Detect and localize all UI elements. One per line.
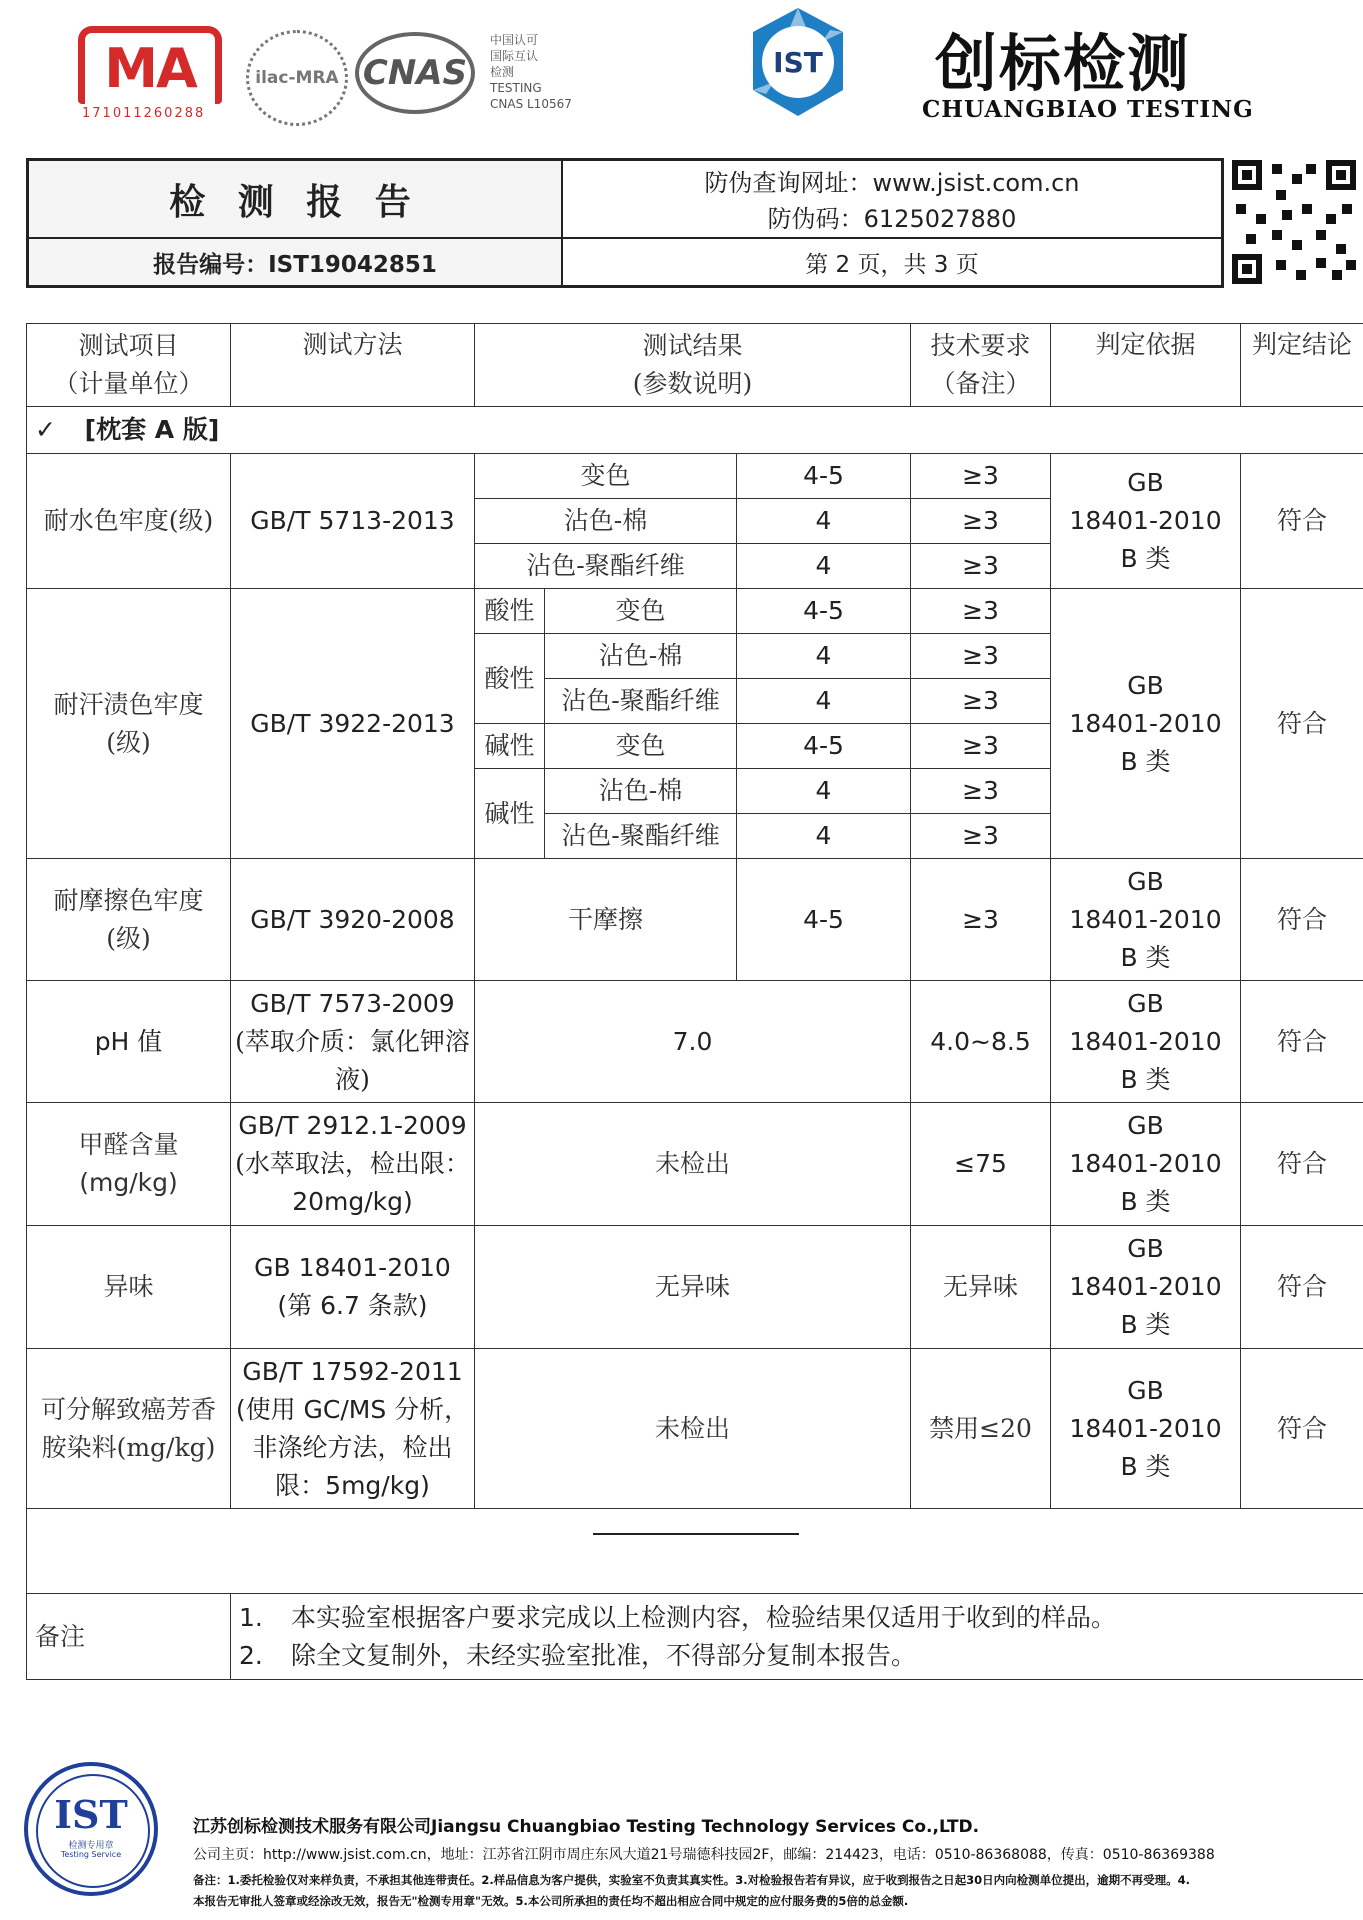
value-cell: 4 <box>737 544 911 589</box>
param-cell: 沾色-棉 <box>545 634 737 679</box>
report-info-box <box>26 158 1224 288</box>
param-cell: 变色 <box>545 589 737 634</box>
header-basis: 判定依据 <box>1051 324 1241 407</box>
basis-cell: GB 18401-2010 B 类 <box>1051 1349 1241 1509</box>
param-cell: 沾色-聚酯纤维 <box>475 544 737 589</box>
value-cell: 未检出 <box>475 1349 911 1509</box>
cma-number: 171011260288 <box>82 106 206 121</box>
value-cell: 4-5 <box>737 859 911 981</box>
basis-cell: GB 18401-2010 B 类 <box>1051 859 1241 981</box>
group-cell: 碱性 <box>475 724 545 769</box>
group-cell: 碱性 <box>475 769 545 859</box>
cma-logo <box>78 26 222 126</box>
requirement-cell: ≥3 <box>911 859 1051 981</box>
item-cell: 可分解致癌芳香 胺染料(mg/kg) <box>27 1349 231 1509</box>
end-row <box>27 1509 1363 1594</box>
value-cell: 未检出 <box>475 1103 911 1226</box>
table-header-row <box>27 324 1363 407</box>
ist-logo <box>738 2 858 122</box>
requirement-cell: ≥3 <box>911 589 1051 634</box>
param-cell: 沾色-聚酯纤维 <box>545 679 737 724</box>
conclusion-cell: 符合 <box>1241 1226 1363 1349</box>
report-number: 报告编号：IST19042851 <box>29 239 563 285</box>
header-conclusion: 判定结论 <box>1241 324 1363 407</box>
ist-text: IST <box>773 45 823 79</box>
qr-code[interactable] <box>1232 160 1356 284</box>
conclusion-cell: 符合 <box>1241 1349 1363 1509</box>
requirement-cell: ≥3 <box>911 724 1051 769</box>
method-cell: GB/T 2912.1-2009 (水萃取法，检出限： 20mg/kg) <box>231 1103 475 1226</box>
value-cell: 4-5 <box>737 724 911 769</box>
query-code: 防伪码：6125027880 <box>767 205 1017 233</box>
seal-subtext-en: Testing Service <box>60 1850 122 1859</box>
table-row <box>27 859 1363 981</box>
note-item: 1. 本实验室根据客户要求完成以上检测内容，检验结果仅适用于收到的样品。 <box>239 1602 1117 1632</box>
cnas-logo <box>355 32 475 114</box>
table-row <box>27 981 1363 1103</box>
company-name: 江苏创标检测技术服务有限公司Jiangsu Chuangbiao Testing Technology Services Co.,LTD. <box>193 1817 980 1837</box>
value-cell: 4 <box>737 679 911 724</box>
value-cell: 4-5 <box>737 454 911 499</box>
param-cell: 沾色-棉 <box>545 769 737 814</box>
header-result: 测试结果 (参数说明) <box>475 324 911 407</box>
notes-row <box>27 1594 1363 1680</box>
requirement-cell: ≥3 <box>911 679 1051 724</box>
conclusion-cell: 符合 <box>1241 454 1363 589</box>
notes-label: 备注 <box>27 1594 231 1680</box>
table-row <box>27 454 1363 499</box>
query-url: 防伪查询网址：www.jsist.com.cn <box>704 169 1080 197</box>
table-row <box>27 589 1363 634</box>
table-row <box>27 1226 1363 1349</box>
company-address: 公司主页：http://www.jsist.com.cn，地址：江苏省江阴市周庄东风大道21号瑞德科技园2F，邮编：214423，电话：0510-86368088，传真：0510-86369388 <box>193 1847 1215 1863</box>
ilac-text: ilac-MRA <box>255 68 339 88</box>
notes-content <box>231 1594 1363 1680</box>
value-cell: 无异味 <box>475 1226 911 1349</box>
item-cell: pH 值 <box>27 981 231 1103</box>
cnas-description: 中国认可 国际互认 检测 TESTING CNAS L10567 <box>490 33 572 111</box>
note-item: 2. 除全文复制外，未经实验室批准，不得部分复制本报告。 <box>239 1640 917 1670</box>
requirement-cell: 4.0~8.5 <box>911 981 1051 1103</box>
header-item: 测试项目 （计量单位） <box>27 324 231 407</box>
header-method: 测试方法 <box>231 324 475 407</box>
header-requirement: 技术要求 （备注） <box>911 324 1051 407</box>
brand-name-cn: 创标检测 <box>935 27 1192 100</box>
method-cell: GB 18401-2010 (第 6.7 条款) <box>231 1226 475 1349</box>
method-cell: GB/T 17592-2011 (使用 GC/MS 分析， 非涤纶方法，检出 限：5mg/kg) <box>231 1349 475 1509</box>
end-line <box>593 1533 799 1535</box>
basis-cell: GB 18401-2010 B 类 <box>1051 981 1241 1103</box>
value-cell: 4 <box>737 769 911 814</box>
param-cell: 沾色-棉 <box>475 499 737 544</box>
seal-text: IST <box>54 1791 128 1837</box>
requirement-cell: ≥3 <box>911 769 1051 814</box>
conclusion-cell: 符合 <box>1241 589 1363 859</box>
requirement-cell: ≥3 <box>911 544 1051 589</box>
brand-name-en: CHUANGBIAO TESTING <box>922 96 1254 123</box>
group-cell: 酸性 <box>475 634 545 724</box>
value-cell: 4 <box>737 499 911 544</box>
value-cell: 4 <box>737 634 911 679</box>
footer-note-1: 备注：1.委托检验仅对来样负责，不承担其他连带责任。2.样品信息为客户提供，实验室不负责其真实性。3.对检验报告若有异议，应于收到报告之日起30日内向检测单位提出，逾期不再受理。4. <box>193 1873 1190 1887</box>
item-cell: 甲醛含量 (mg/kg) <box>27 1103 231 1226</box>
section-title: [枕套 A 版] <box>84 415 220 444</box>
test-results-table <box>26 323 1363 1680</box>
method-cell: GB/T 7573-2009 (萃取介质：氯化钾溶 液) <box>231 981 475 1103</box>
param-cell: 干摩擦 <box>475 859 737 981</box>
param-cell: 变色 <box>545 724 737 769</box>
item-cell: 耐摩擦色牢度 (级) <box>27 859 231 981</box>
group-cell: 酸性 <box>475 589 545 634</box>
value-cell: 7.0 <box>475 981 911 1103</box>
conclusion-cell: 符合 <box>1241 981 1363 1103</box>
method-cell: GB/T 5713-2013 <box>231 454 475 589</box>
method-cell: GB/T 3920-2008 <box>231 859 475 981</box>
method-cell: GB/T 3922-2013 <box>231 589 475 859</box>
footer-note-2: 本报告无审批人签章或经涂改无效，报告无"检测专用章"无效。5.本公司所承担的责任均不超出相应合同中规定的应付服务费的5倍的总金额. <box>193 1894 909 1908</box>
item-cell: 耐水色牢度(级) <box>27 454 231 589</box>
table-row <box>27 1103 1363 1226</box>
checkmark-icon: ✓ <box>35 415 56 444</box>
requirement-cell: ≥3 <box>911 634 1051 679</box>
cma-text: MA <box>104 37 196 100</box>
requirement-cell: ≥3 <box>911 814 1051 859</box>
requirement-cell: 无异味 <box>911 1226 1051 1349</box>
ist-seal <box>24 1762 158 1896</box>
basis-cell: GB 18401-2010 B 类 <box>1051 1226 1241 1349</box>
basis-cell: GB 18401-2010 B 类 <box>1051 1103 1241 1226</box>
value-cell: 4 <box>737 814 911 859</box>
param-cell: 变色 <box>475 454 737 499</box>
item-cell: 耐汗渍色牢度 (级) <box>27 589 231 859</box>
table-row <box>27 1349 1363 1509</box>
section-row <box>27 407 1363 454</box>
requirement-cell: ≤75 <box>911 1103 1051 1226</box>
basis-cell: GB 18401-2010 B 类 <box>1051 454 1241 589</box>
page-info: 第 2 页，共 3 页 <box>805 251 979 278</box>
param-cell: 沾色-聚酯纤维 <box>545 814 737 859</box>
item-cell: 异味 <box>27 1226 231 1349</box>
anti-counterfeit-info <box>563 161 1221 239</box>
cnas-text: CNAS <box>362 53 468 93</box>
requirement-cell: ≥3 <box>911 454 1051 499</box>
requirement-cell: 禁用≤20 <box>911 1349 1051 1509</box>
report-title: 检 测 报 告 <box>29 161 563 239</box>
basis-cell: GB 18401-2010 B 类 <box>1051 589 1241 859</box>
ilac-mra-logo <box>246 30 348 126</box>
conclusion-cell: 符合 <box>1241 859 1363 981</box>
conclusion-cell: 符合 <box>1241 1103 1363 1226</box>
value-cell: 4-5 <box>737 589 911 634</box>
seal-subtext: 检测专用章 <box>68 1841 114 1851</box>
requirement-cell: ≥3 <box>911 499 1051 544</box>
